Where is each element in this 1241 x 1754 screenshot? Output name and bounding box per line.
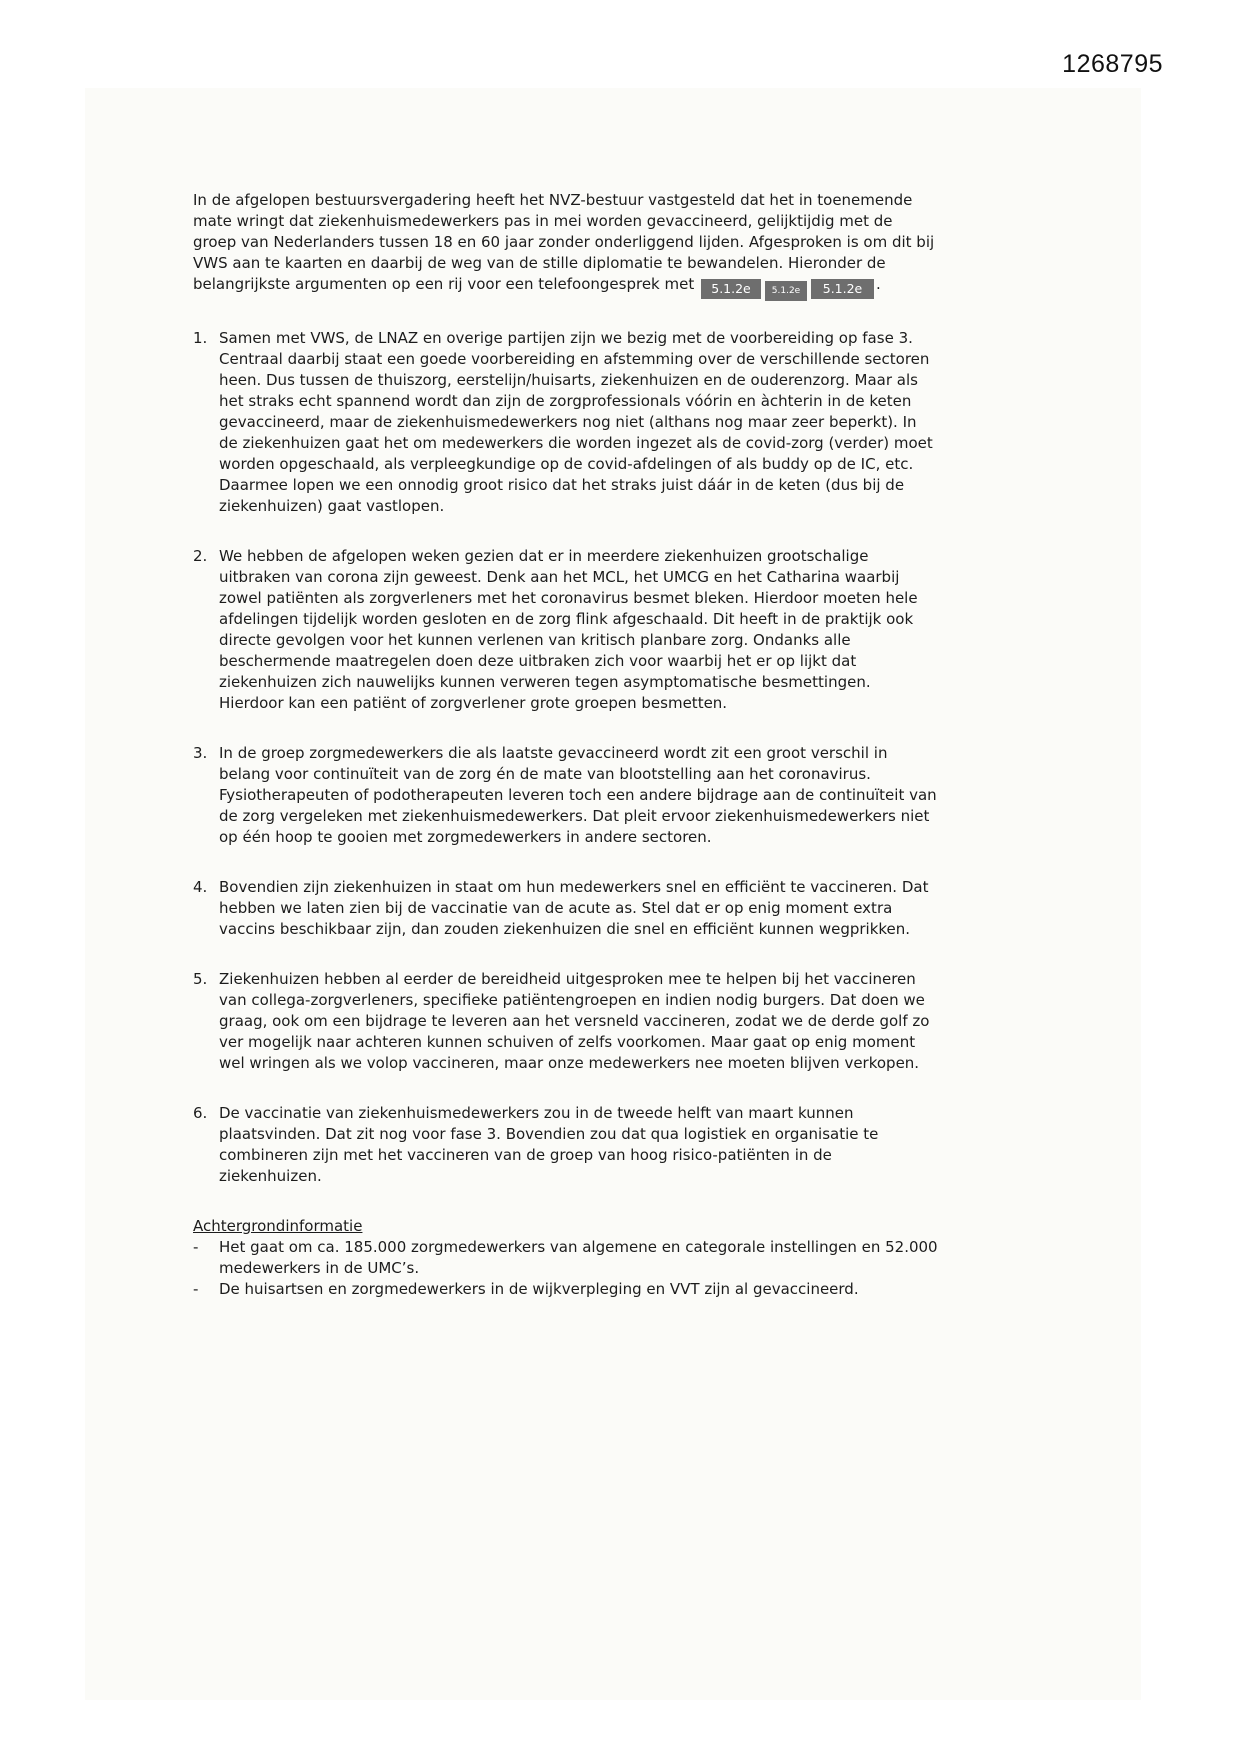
section-heading — [193, 1216, 938, 1237]
numbered-item — [193, 546, 938, 714]
item-text: Bovendien zijn ziekenhuizen in staat om hun medewerkers snel en efficiënt te vaccineren. Dat hebben we laten zien bij de vaccinatie van de acute as. Stel dat er op enig moment extra vaccins beschikbaar zijn, dan zouden ziekenhuizen die snel en efficiënt kunnen wegprikken. — [219, 878, 929, 938]
numbered-item — [193, 877, 938, 940]
bullet-text: Het gaat om ca. 185.000 zorgmedewerkers van algemene en categorale instellingen en 52.000 medewerkers in de UMC’s. — [219, 1238, 938, 1277]
item-number: 5. — [193, 970, 208, 988]
bullet-marker: - — [193, 1238, 199, 1256]
item-text: Ziekenhuizen hebben al eerder de bereidheid uitgesproken mee te helpen bij het vaccineren van collega-zorgverleners, specifieke patiëntengroepen en indien nodig burgers. Dat doen we graag, ook om een bijdrage te leveren aan het versneld vaccineren, zodat we de derde golf zo ver mogelijk naar achteren kunnen schuiven of zelfs voorkomen. Maar gaat op enig moment wel wringen als we volop vaccineren, maar onze medewerkers nee moeten blijven verkopen. — [219, 970, 930, 1072]
item-text: Samen met VWS, de LNAZ en overige partijen zijn we bezig met de voorbereiding op fase 3. Centraal daarbij staat een goede voorbereiding en afstemming over de verschillende sectoren heen. Dus tussen de thuiszorg, eerstelijn/huisarts, ziekenhuizen en de ouderenzorg. Maar als het straks echt spannend wordt dan zijn de zorgprofessionals vóórin en àchterin in de keten gevaccineerd, maar de ziekenhuismedewerkers nog niet (althans nog maar zeer beperkt). In de ziekenhuizen gaat het om medewerkers die worden ingezet als de covid-zorg (verder) moet worden opgeschaald, als verpleegkundige op de covid-afdelingen of als buddy op de IC, etc. Daarmee lopen we een onnodig groot risico dat het straks juist dáár in de keten (dus bij de ziekenhuizen) gaat vastlopen. — [219, 329, 933, 515]
item-number: 1. — [193, 329, 208, 347]
intro-text-end: . — [876, 275, 881, 293]
intro-paragraph — [193, 190, 938, 301]
item-number: 6. — [193, 1104, 208, 1122]
numbered-item — [193, 1103, 938, 1187]
item-text: We hebben de afgelopen weken gezien dat er in meerdere ziekenhuizen grootschalige uitbraken van corona zijn geweest. Denk aan het MCL, het UMCG en het Catharina waarbij zowel patiënten als zorgverleners met het coronavirus besmet bleken. Hierdoor moeten hele afdelingen tijdelijk worden gesloten en de zorg flink afgeschaald. Dit heeft in de praktijk ook directe gevolgen voor het kunnen verlenen van kritisch planbare zorg. Ondanks alle beschermende maatregelen doen deze uitbraken zich voor waarbij het er op lijkt dat ziekenhuizen zich nauwelijks kunnen verweren tegen asymptomatische besmettingen. Hierdoor kan een patiënt of zorgverlener grote groepen besmetten. — [219, 547, 918, 712]
item-number: 4. — [193, 878, 208, 896]
bullet-marker: - — [193, 1280, 199, 1298]
item-text: In de groep zorgmedewerkers die als laatste gevaccineerd wordt zit een groot verschil in belang voor continuïteit van de zorg én de mate van blootstelling aan het coronavirus. Fysiotherapeuten of podotherapeuten leveren toch een andere bijdrage aan de continuïteit van de zorg vergeleken met ziekenhuismedewerkers. Dat pleit ervoor ziekenhuismedewerkers niet op één hoop te gooien met zorgmedewerkers in andere sectoren. — [219, 744, 937, 846]
redaction-box: 5.1.2e — [811, 279, 874, 299]
redaction-box: 5.1.2e — [701, 279, 761, 299]
bullet-item — [193, 1279, 938, 1300]
document-body — [193, 190, 938, 1300]
item-number: 2. — [193, 547, 208, 565]
section-heading-text: Achtergrondinformatie — [193, 1217, 363, 1235]
numbered-item — [193, 743, 938, 848]
item-number: 3. — [193, 744, 208, 762]
bullet-text: De huisartsen en zorgmedewerkers in de wijkverpleging en VVT zijn al gevaccineerd. — [219, 1280, 859, 1298]
numbered-item — [193, 969, 938, 1074]
numbered-item — [193, 328, 938, 517]
item-text: De vaccinatie van ziekenhuismedewerkers zou in de tweede helft van maart kunnen plaatsvinden. Dat zit nog voor fase 3. Bovendien zou dat qua logistiek en organisatie te combineren zijn met het vaccineren van de groep van hoog risico-patiënten in de ziekenhuizen. — [219, 1104, 879, 1185]
redaction-box: 5.1.2e — [765, 281, 807, 301]
document-number: 1268795 — [1062, 50, 1163, 78]
bullet-item — [193, 1237, 938, 1279]
intro-text: In de afgelopen bestuursvergadering heeft het NVZ-bestuur vastgesteld dat het in toenemende mate wringt dat ziekenhuismedewerkers pas in mei worden gevaccineerd, gelijktijdig met de groep van Nederlanders tussen 18 en 60 jaar zonder onderliggend lijden. Afgesproken is om dit bij VWS aan te kaarten en daarbij de weg van de stille diplomatie te bewandelen. Hieronder de belangrijkste argumenten op een rij voor een telefoongesprek met — [193, 191, 935, 293]
